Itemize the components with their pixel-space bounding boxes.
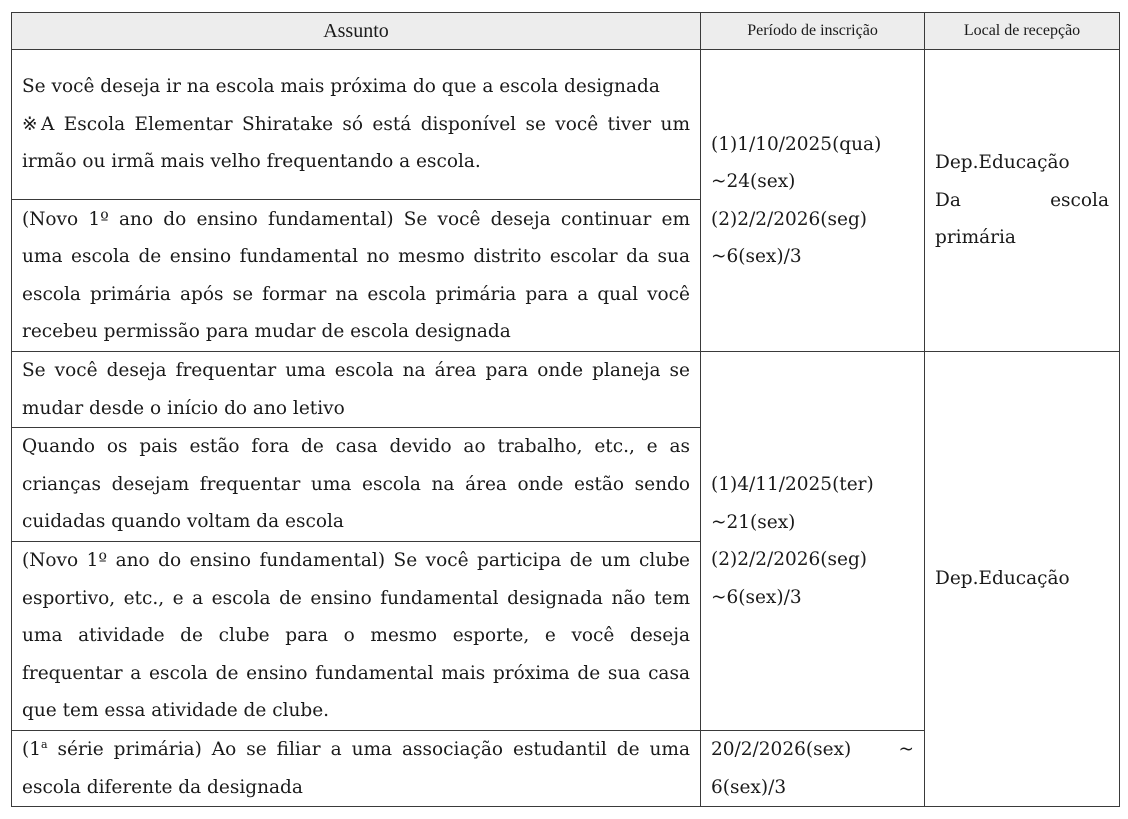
period-line: 6(sex)/3	[711, 776, 787, 798]
subject-superscript: a	[41, 737, 48, 751]
subject-cell	[12, 542, 701, 731]
place-line: Dep.Educação	[935, 152, 1070, 174]
period-line: ~6(sex)/3	[711, 586, 802, 608]
subject-cell	[12, 200, 701, 352]
period-cell	[701, 352, 925, 731]
period-line: ~24(sex)	[711, 171, 796, 192]
header-subject: Assunto	[12, 13, 701, 50]
place-line: Dep.Educação	[935, 568, 1070, 590]
period-cell	[701, 50, 925, 352]
table-row	[12, 352, 1120, 428]
period-line: (2)2/2/2026(seg)	[711, 549, 868, 570]
period-line: ~21(sex)	[711, 511, 796, 533]
place-cell	[925, 352, 1120, 807]
subject-text: Quando os pais estão fora de casa devido ao trabalho, etc., e as crianças desejam frequentar uma escola na área onde estão sendo cuidadas quando voltam da escola	[22, 436, 690, 533]
period-line: (1)4/11/2025(ter)	[711, 474, 874, 495]
period-line: (2)2/2/2026(seg)	[711, 208, 868, 230]
subject-text: Se você deseja frequentar uma escola na área para onde planeja se mudar desde o início do ano letivo	[22, 360, 690, 419]
subject-text	[22, 731, 690, 806]
subject-rest: série primária) Ao se filiar a uma associação estudantil de uma escola diferente da designada	[22, 739, 690, 798]
table-header-row	[12, 13, 1120, 50]
header-place: Local de recepção	[925, 13, 1120, 50]
place-line: Da escola	[935, 189, 1109, 211]
period-cell	[701, 731, 925, 807]
subject-text: Se você deseja ir na escola mais próxima do que a escola designada	[22, 76, 660, 98]
subject-text: (Novo 1º ano do ensino fundamental) Se você deseja continuar em uma escola de ensino fundamental no mesmo distrito escolar da sua escola primária após se formar na escola primária para a qual você recebeu permissão para mudar de escola designada	[22, 208, 690, 342]
period-line: 20/2/2026(sex) ~	[711, 739, 914, 760]
header-period: Período de inscrição	[701, 13, 925, 50]
subject-text: (Novo 1º ano do ensino fundamental) Se você participa de um clube esportivo, etc., e a escola de ensino fundamental designada não tem uma atividade de clube para o mesmo esporte, e você deseja frequentar a escola de ensino fundamental mais próxima de sua casa que tem essa atividade de clube.	[22, 550, 690, 722]
place-line: primária	[935, 227, 1016, 249]
subject-note: ※A Escola Elementar Shiratake só está disponível se você tiver um irmão ou irmã mais velho frequentando a escola.	[22, 113, 690, 173]
subject-cell	[12, 50, 701, 200]
subject-cell	[12, 731, 701, 807]
table-row	[12, 50, 1120, 200]
subject-cell	[12, 352, 701, 428]
subject-cell	[12, 428, 701, 542]
subject-prefix: (1	[22, 739, 41, 760]
period-line: ~6(sex)/3	[711, 246, 802, 267]
registration-table	[11, 12, 1120, 807]
period-line: (1)1/10/2025(qua)	[711, 133, 882, 155]
place-cell	[925, 50, 1120, 352]
